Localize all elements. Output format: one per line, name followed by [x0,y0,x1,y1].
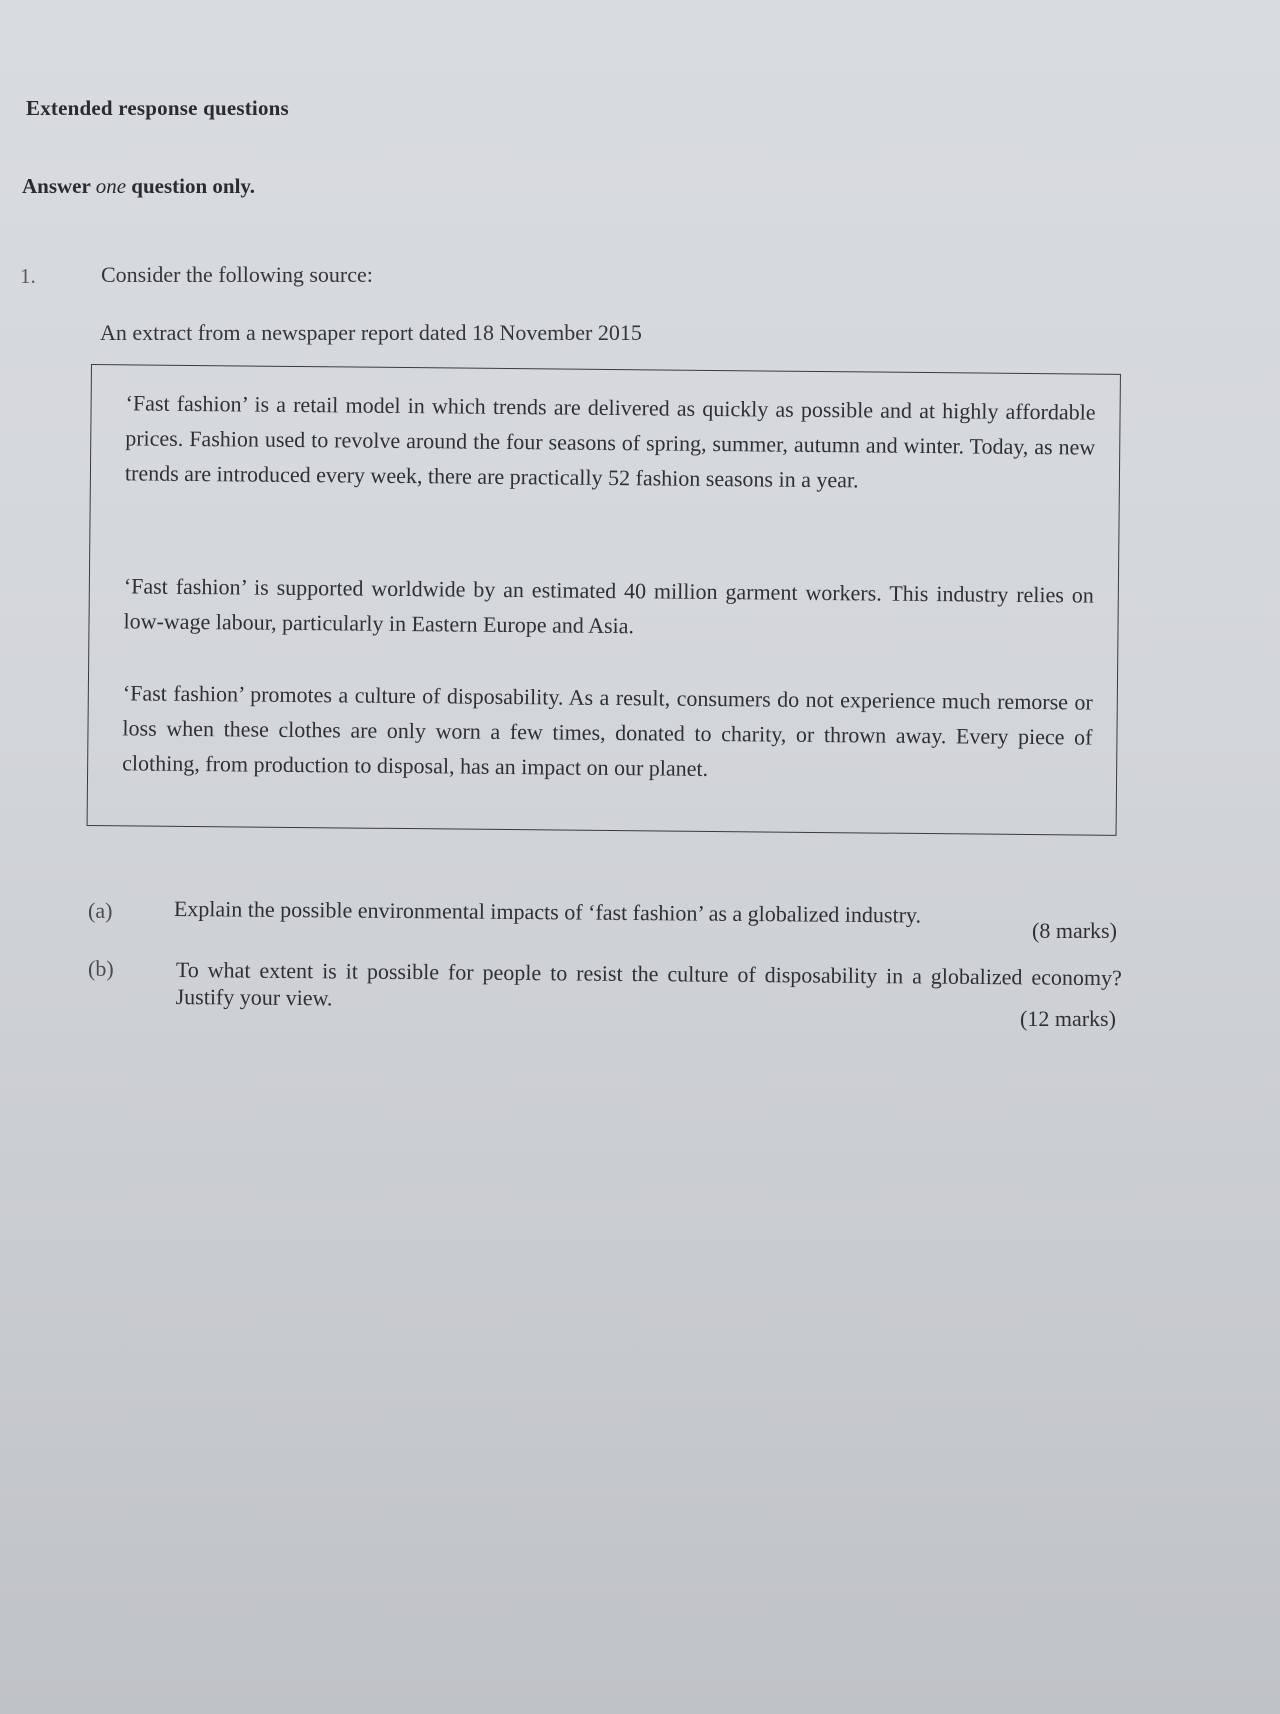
part-a-marks: (8 marks) [1032,918,1117,943]
question-lead: Consider the following source: [101,262,373,287]
source-paragraph-3: ‘Fast fashion’ promotes a culture of disposability. As a result, consumers do not experience much remorse or loss when these clothes are only worn a few times, donated to charity, or thrown away. Every piece of clothing, from production to disposal, has an impact on our planet. [122,680,1093,781]
part-b-question: To what extent is it possible for people to resist the culture of disposability in a globalized economy? Justify your view. [175,956,1122,1011]
section-heading: Extended response questions [26,96,289,120]
part-b-marks: (12 marks) [1020,1006,1116,1031]
source-paragraph-1: ‘Fast fashion’ is a retail model in which trends are delivered as quickly as possible and at highly affordable prices. Fashion used to revolve around the four seasons of spring, summer, autumn and winter. Today, as new trends are introduced every week, there are practically 52 fashion seasons in a year. [124,390,1096,493]
part-a-label: (a) [88,898,113,923]
part-a-question: Explain the possible environmental impacts of ‘fast fashion’ as a globalized industry. [173,896,922,928]
instruction-before: Answer [22,174,96,198]
instruction-after: question only. [126,174,255,198]
source-extract-box [87,364,1121,836]
instruction-text [22,174,255,199]
source-caption: An extract from a newspaper report dated 18 November 2015 [100,320,642,345]
question-number: 1. [20,264,36,288]
part-b-label: (b) [88,956,114,981]
instruction-emphasis: one [95,174,127,198]
source-paragraph-2: ‘Fast fashion’ is supported worldwide by an estimated 40 million garment workers. This industry relies on low-wage labour, particularly in Eastern Europe and Asia. [123,573,1094,639]
